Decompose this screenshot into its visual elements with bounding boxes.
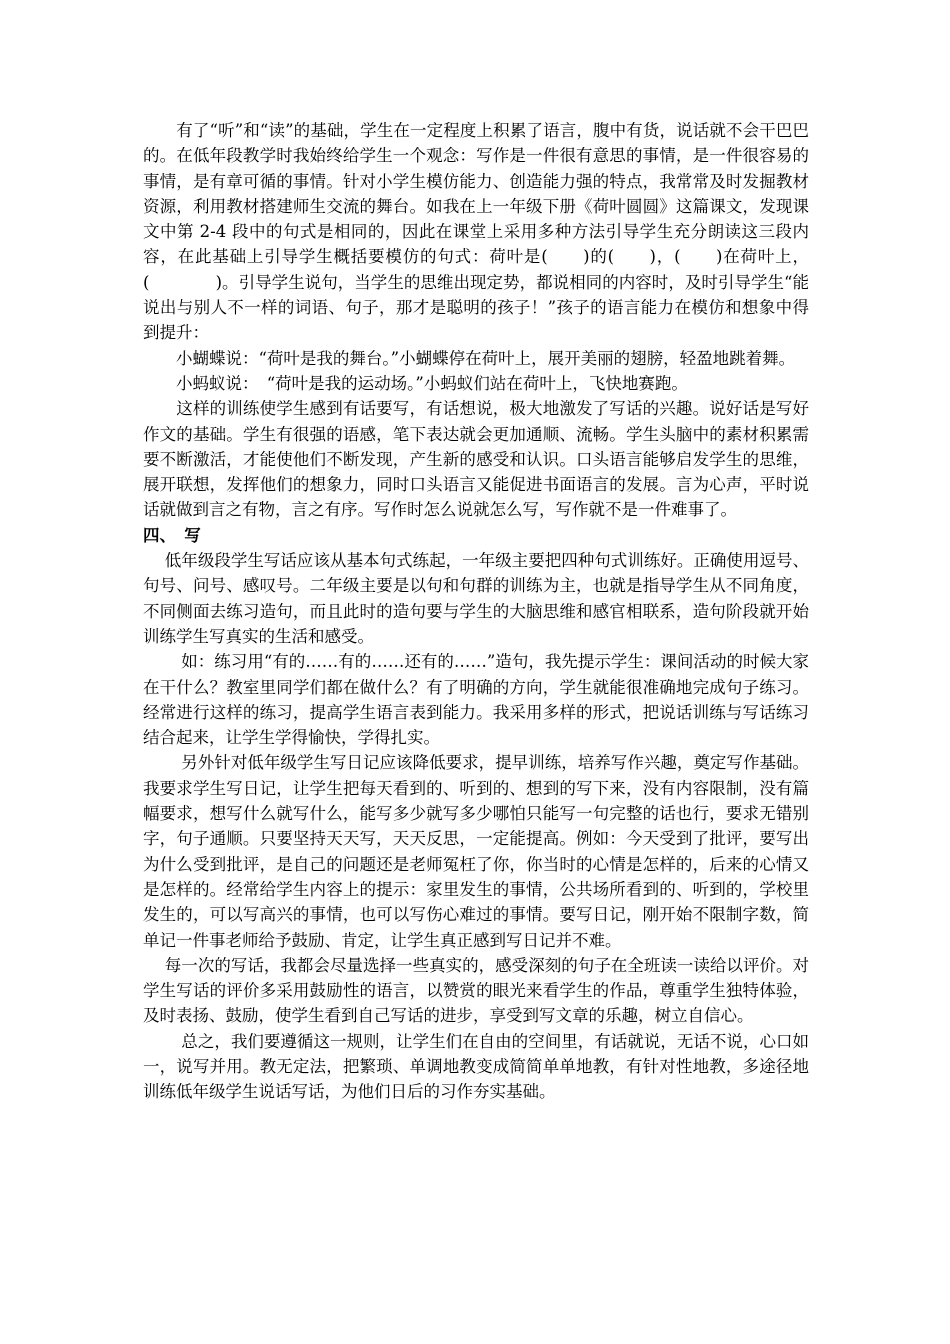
paragraph-conclusion: 总之，我们要遵循这一规则，让学生们在自由的空间里，有话就说，无话不说，心口如一，说写并用。教无定法，把繁琐、单调地教变成简简单单地教，有针对性地教，多途径地训练低年级学生说话写话，为他们日后的习作夯实基础。: [143, 1031, 809, 1102]
paragraph-sentence-practice: 如：练习用“有的……有的……还有的……”造句，我先提示学生：课间活动的时候大家在干什么？教室里同学们都在做什么？有了明确的方向，学生就能很准确地完成句子练习。经常进行这样的练习，提高学生语言表到能力。我采用多样的形式，把说话训练与写话练习结合起来，让学生学得愉快，学得扎实。: [143, 652, 809, 748]
paragraph-listen-read: 有了“听”和“读”的基础，学生在一定程度上积累了语言，腹中有货，说话就不会干巴巴的。在低年段教学时我始终给学生一个观念：写作是一件很有意思的事情，是一件很容易的事情，是有章可循的事情。针对小学生模仿能力、创造能力强的特点，我常常及时发掘教材资源，利用教材搭建师生交流的舞台。如我在上一年级下册《荷叶圆圆》这篇课文，发现课文中第 2-4 段中的句式是相同的，因此在课堂上采用多种方法引导学生充分朗读这三段内容，在此基础上引导学生概括要模仿的句式：荷叶是( )的( )，( )在荷叶上，( )。引导学生说句，当学生的思维出现定势，都说相同的内容时，及时引导学生“能说出与别人不一样的词语、句子，那才是聪明的孩子！”孩子的语言能力在模仿和想象中得到提升：: [143, 121, 809, 343]
document-page: [143, 118, 809, 1105]
paragraph-butterfly-example: 小蝴蝶说：“荷叶是我的舞台。”小蝴蝶停在荷叶上，展开美丽的翅膀，轻盈地跳着舞。: [143, 348, 796, 368]
paragraph-sentence-patterns: 低年级段学生写话应该从基本句式练起，一年级主要把四种句式训练好。正确使用逗号、句号、问号、感叹号。二年级主要是以句和句群的训练为主，也就是指导学生从不同角度，不同侧面去练习造句，而且此时的造句要与学生的大脑思维和感官相联系，造句阶段就开始训练学生写真实的生活和感受。: [143, 551, 809, 646]
paragraph-training-effect: 这样的训练使学生感到有话要写，有话想说，极大地激发了写话的兴趣。说好话是写好作文的基础。学生有很强的语感，笔下表达就会更加通顺、流畅。学生头脑中的素材积累需要不断激活，才能使他们不断发现，产生新的感受和认识。口头语言能够启发学生的思维，展开联想，发挥他们的想象力，同时口头语言又能促进书面语言的发展。言为心声，平时说话就做到言之有物，言之有序。写作时怎么说就怎么写，写作就不是一件难事了。: [143, 399, 809, 520]
paragraph-diary-writing: 另外针对低年级学生写日记应该降低要求，提早训练，培养写作兴趣，奠定写作基础。我要求学生写日记，让学生把每天看到的、听到的、想到的写下来，没有内容限制，没有篇幅要求，想写什么就写什么，能写多少就写多少哪怕只能写一句完整的话也行，要求无错别字，句子通顺。只要坚持天天写，天天反思，一定能提高。例如：今天受到了批评，要写出为什么受到批评，是自己的问题还是老师冤枉了你，你当时的心情是怎样的，后来的心情又是怎样的。经常给学生内容上的提示：家里发生的事情，公共场所看到的、听到的，学校里发生的，可以写高兴的事情，也可以写伤心难过的事情。要写日记，刚开始不限制字数，简单记一件事老师给予鼓励、肯定，让学生真正感到写日记并不难。: [143, 753, 809, 950]
section-heading-write: 四、 写: [143, 525, 201, 545]
paragraph-ant-example: 小蚂蚁说： “荷叶是我的运动场。”小蚂蚁们站在荷叶上，飞快地赛跑。: [143, 373, 688, 393]
paragraph-evaluation: 每一次的写话，我都会尽量选择一些真实的，感受深刻的句子在全班读一读给以评价。对学生写话的评价多采用鼓励性的语言，以赞赏的眼光来看学生的作品，尊重学生独特体验，及时表扬、鼓励，使学生看到自己写话的进步，享受到写文章的乐趣，树立自信心。: [143, 955, 809, 1026]
